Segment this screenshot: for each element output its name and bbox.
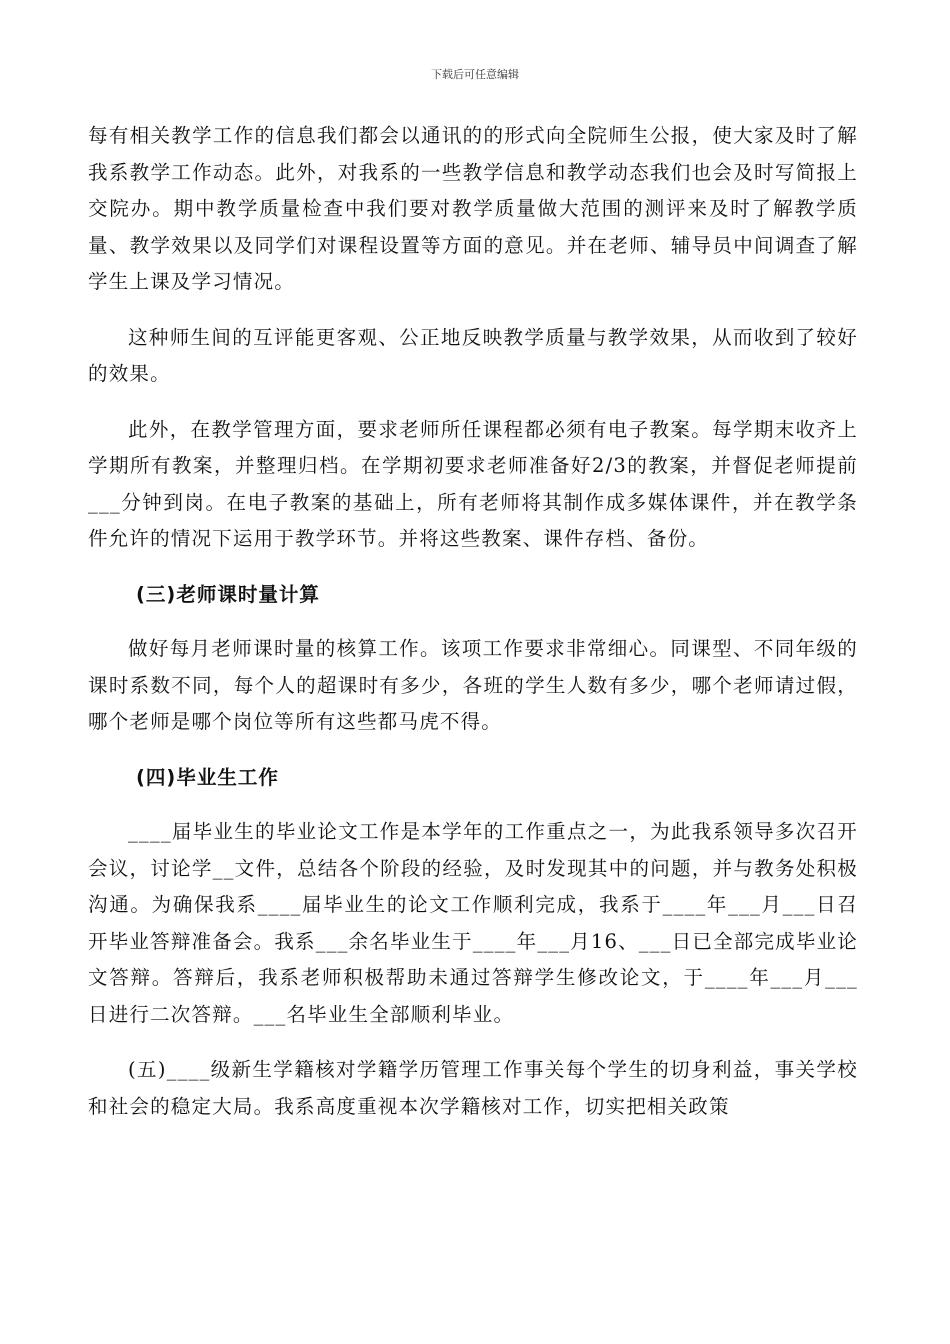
paragraph: 每有相关教学工作的信息我们都会以通讯的的形式向全院师生公报，使大家及时了解我系教学工作动态。此外，对我系的一些教学信息和教学动态我们也会及时写简报上交院办。期中教学质量检查中我们要对教学质量做大范围的测评来及时了解教学质量、教学效果以及同学们对课程设置等方面的意见。并在老师、辅导员中间调查了解学生上课及学习情况。 — [88, 124, 858, 293]
page-header-note: 下载后可任意编辑 — [431, 68, 519, 81]
document-body — [88, 118, 858, 1144]
paragraph: ____届毕业生的毕业论文工作是本学年的工作重点之一，为此我系领导多次召开会议，讨论学__文件，总结各个阶段的经验，及时发现其中的问题，并与教务处积极沟通。为确保我系____届毕业生的论文工作顺利完成，我系于____年___月___日召开毕业答辩准备会。我系___余名毕业生于____年___月16、___日已全部完成毕业论文答辩。答辩后，我系老师积极帮助未通过答辩学生修改论文，于____年___月___日进行二次答辩。___名毕业生全部顺利毕业。 — [88, 820, 858, 1026]
section-heading: (三)老师课时量计算 — [136, 582, 320, 606]
paragraph: 这种师生间的互评能更客观、公正地反映教学质量与教学效果，从而收到了较好的效果。 — [88, 325, 858, 385]
paragraph: (五)____级新生学籍核对学籍学历管理工作事关每个学生的切身利益，事关学校和社会的稳定大局。我系高度重视本次学籍核对工作，切实把相关政策 — [88, 1058, 858, 1118]
paragraph: 做好每月老师课时量的核算工作。该项工作要求非常细心。同课型、不同年级的课时系数不同，每个人的超课时有多少，各班的学生人数有多少，哪个老师请过假，哪个老师是哪个岗位等所有这些都马虎不得。 — [88, 637, 858, 733]
paragraph: 此外，在教学管理方面，要求老师所任课程都必须有电子教案。每学期末收齐上学期所有教案，并整理归档。在学期初要求老师准备好2/3的教案，并督促老师提前___分钟到岗。在电子教案的基础上，所有老师将其制作成多媒体课件，并在教学条件允许的情况下运用于教学环节。并将这些教案、课件存档、备份。 — [88, 417, 858, 550]
section-heading: (四)毕业生工作 — [136, 765, 279, 789]
